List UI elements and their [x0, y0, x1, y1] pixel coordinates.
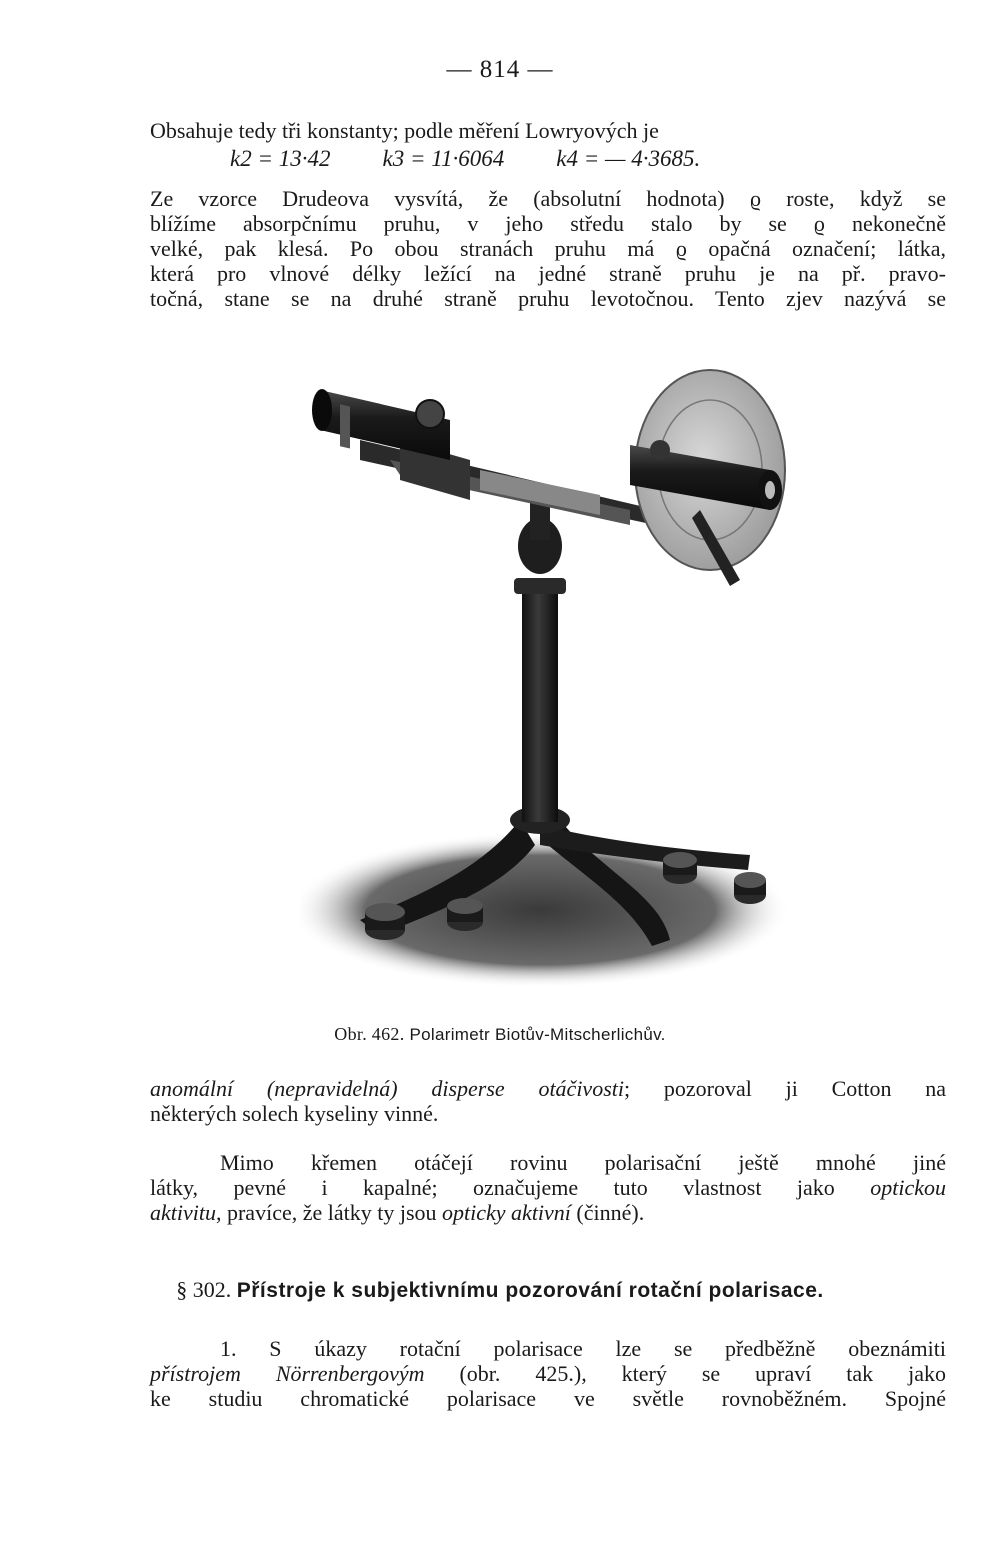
text-line: velké, pak klesá. Po obou stranách pruhu má ϱ opačná označení; látka,: [150, 236, 946, 261]
formula-k3: k3 = 11·6064: [382, 146, 505, 171]
formula-k2: k2 = 13·42: [230, 146, 331, 171]
formula-constants: [230, 146, 850, 172]
disc-clamp: [650, 440, 670, 460]
text-line: [150, 1361, 946, 1386]
figure-label: Obr. 462.: [334, 1024, 405, 1044]
figure-caption-text: Polarimetr Biotův-Mitscherlichův.: [409, 1025, 666, 1044]
accessory-cup: [734, 872, 766, 888]
text-line: Mimo křemen otáčejí rovinu polarisační ještě mnohé jiné: [220, 1150, 946, 1175]
text-line: ke studiu chromatické polarisace ve světle rovnoběžném. Spojné: [150, 1386, 946, 1411]
focus-knob: [416, 400, 444, 428]
page-number: — 814 —: [446, 56, 554, 83]
text-run: , pravíce, že látky ty jsou: [215, 1200, 437, 1225]
italic-term: aktivitu: [150, 1200, 216, 1225]
italic-term: anomální (nepravidelná) disperse otáčivosti: [150, 1076, 624, 1101]
text-run: látky, pevné i kapalné; označujeme tuto vlastnost jako: [150, 1175, 835, 1200]
text-line: Ze vzorce Drudeova vysvítá, že (absolutní hodnota) ϱ roste, když se: [150, 186, 946, 211]
paragraph-optical-activity: [150, 1150, 946, 1225]
section-title: Přístroje k subjektivnímu pozorování rotační polarisace.: [236, 1279, 824, 1302]
text-run: (obr. 425.), který se upraví tak jako: [459, 1361, 946, 1386]
paragraph-intro: [150, 118, 946, 143]
eyepiece-ring: [340, 404, 350, 448]
text-line: blížíme absorpčnímu pruhu, v jeho středu stalo by se ϱ nekonečně: [150, 211, 946, 236]
eyepiece: [312, 389, 332, 431]
italic-term: optickou: [870, 1175, 946, 1200]
accessory-cup: [663, 852, 697, 868]
text-line: Obsahuje tedy tři konstanty; podle měření Lowryových je: [150, 118, 659, 143]
polarizer-aperture: [765, 481, 775, 499]
formula-k4: k4 = — 4·3685.: [556, 146, 701, 171]
text-line: točná, stane se na druhé straně pruhu levotočnou. Tento zjev nazývá se: [150, 286, 946, 311]
text-line: 1. S úkazy rotační polarisace lze se předběžně obeznámiti: [220, 1336, 946, 1361]
text-line: [150, 1175, 946, 1200]
stand-column: [522, 582, 558, 822]
polarimeter-illustration: [300, 350, 800, 1010]
text-line: [150, 1076, 946, 1101]
section-heading: [0, 1277, 1000, 1303]
section-number: § 302.: [176, 1277, 232, 1302]
accessory-cup: [447, 898, 483, 914]
text-run: ; pozoroval ji Cotton na: [624, 1076, 947, 1101]
paragraph-anomalous: [150, 1076, 946, 1126]
polarimeter-figure: [300, 350, 800, 1010]
italic-term: přístrojem Nörrenbergovým: [150, 1361, 425, 1386]
figure-caption: [0, 1024, 1000, 1045]
paragraph-instruments: [150, 1336, 946, 1411]
text-line: která pro vlnové délky ležící na jedné straně pruhu je na př. pravo-: [150, 261, 946, 286]
paragraph-drude: [150, 186, 946, 311]
italic-term: opticky aktivní: [442, 1200, 571, 1225]
column-collar: [514, 578, 566, 594]
text-line: [150, 1200, 946, 1225]
text-line: některých solech kyseliny vinné.: [150, 1101, 439, 1126]
accessory-cup: [365, 903, 405, 921]
text-run: (činné).: [576, 1200, 645, 1225]
